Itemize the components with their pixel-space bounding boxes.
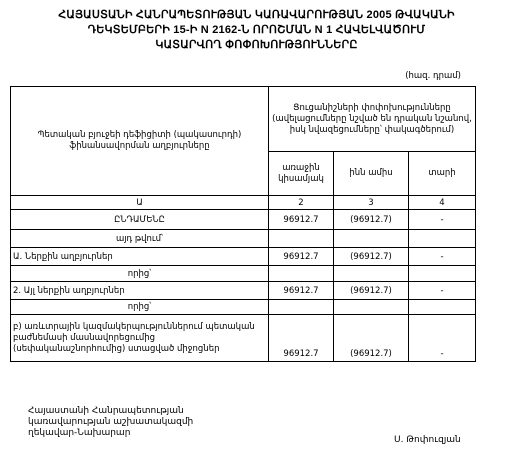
index-cell: 3 xyxy=(334,196,409,210)
signatory-title xyxy=(28,406,193,439)
value-year: - xyxy=(409,315,476,362)
value-nine-months: (96912.7) xyxy=(334,210,409,230)
signatory-name: Ս. Թոփուզյան xyxy=(394,435,461,445)
row-label: այդ թվում՝ xyxy=(11,230,269,248)
index-cell: Ա xyxy=(11,196,269,210)
header-source-column: Պետական բյուջեի դեֆիցիտի (պակասուրդի) ֆինանսավորման աղբյուրները xyxy=(11,87,269,196)
value-year: - xyxy=(409,282,476,300)
unit-label: (հազ. դրամ) xyxy=(405,71,461,81)
table-row-other-internal-sources xyxy=(11,282,476,300)
header-year: տարի xyxy=(409,152,476,196)
header-changes-group: Ցուցանիշների փոփոխությունները (ավելացումները նշված են դրական նշանով, իսկ նվազեցումները՝ փակագծերում) xyxy=(269,87,476,152)
deficit-table xyxy=(10,86,476,362)
row-label: ԸՆԴԱՄԵՆԸ xyxy=(11,210,269,230)
header-nine-months: ինն ամիս xyxy=(334,152,409,196)
table-row-subheading xyxy=(11,266,476,282)
value-first-half: 96912.7 xyxy=(269,248,334,266)
signatory-line-2: կառավարության աշխատակազմի xyxy=(28,417,194,427)
index-row xyxy=(11,196,476,210)
value-nine-months: (96912.7) xyxy=(334,315,409,362)
value-nine-months: (96912.7) xyxy=(334,248,409,266)
value-first-half: 96912.7 xyxy=(269,315,334,362)
table-row-total xyxy=(11,210,476,230)
index-cell: 2 xyxy=(269,196,334,210)
table-row-subheading xyxy=(11,300,476,315)
table-row-subheading xyxy=(11,230,476,248)
value-nine-months: (96912.7) xyxy=(334,282,409,300)
title-line-2: ԴԵԿՏԵՄԲԵՐԻ 15-Ի N 2162-Ն ՈՐՈՇՄԱՆ N 1 ՀԱՎԵԼՎԱԾՈՒՄ xyxy=(87,24,426,36)
row-label: 2. Այլ ներքին աղբյուրներ xyxy=(11,282,269,300)
document-title xyxy=(0,8,513,53)
table-row-internal-sources xyxy=(11,248,476,266)
value-first-half: 96912.7 xyxy=(269,282,334,300)
value-year: - xyxy=(409,248,476,266)
row-label: բ) առևտրային կազմակերպություններում պետական բաժնեմասի մասնավորեցումից (սեփականաշնորհումից) ստացված միջոցներ xyxy=(11,315,269,362)
title-line-1: ՀԱՅԱՍՏԱՆԻ ՀԱՆՐԱՊԵՏՈՒԹՅԱՆ ԿԱՌԱՎԱՐՈՒԹՅԱՆ 2005 ԹՎԱԿԱՆԻ xyxy=(58,9,455,21)
header-first-half: առաջին կիսամյակ xyxy=(269,152,334,196)
row-label: որից՝ xyxy=(11,300,269,315)
table-row-privatization xyxy=(11,315,476,362)
signatory-line-3: ղեկավար-Նախարար xyxy=(28,428,131,438)
signatory-line-1: Հայաստանի Հանրապետության xyxy=(28,406,184,416)
value-year: - xyxy=(409,210,476,230)
title-line-3: ԿԱՏԱՐՎՈՂ ՓՈՓՈԽՈՒԹՅՈՒՆՆԵՐԸ xyxy=(155,39,358,51)
index-cell: 4 xyxy=(409,196,476,210)
value-first-half: 96912.7 xyxy=(269,210,334,230)
row-label: որից՝ xyxy=(11,266,269,282)
row-label: Ա. Ներքին աղբյուրներ xyxy=(11,248,269,266)
